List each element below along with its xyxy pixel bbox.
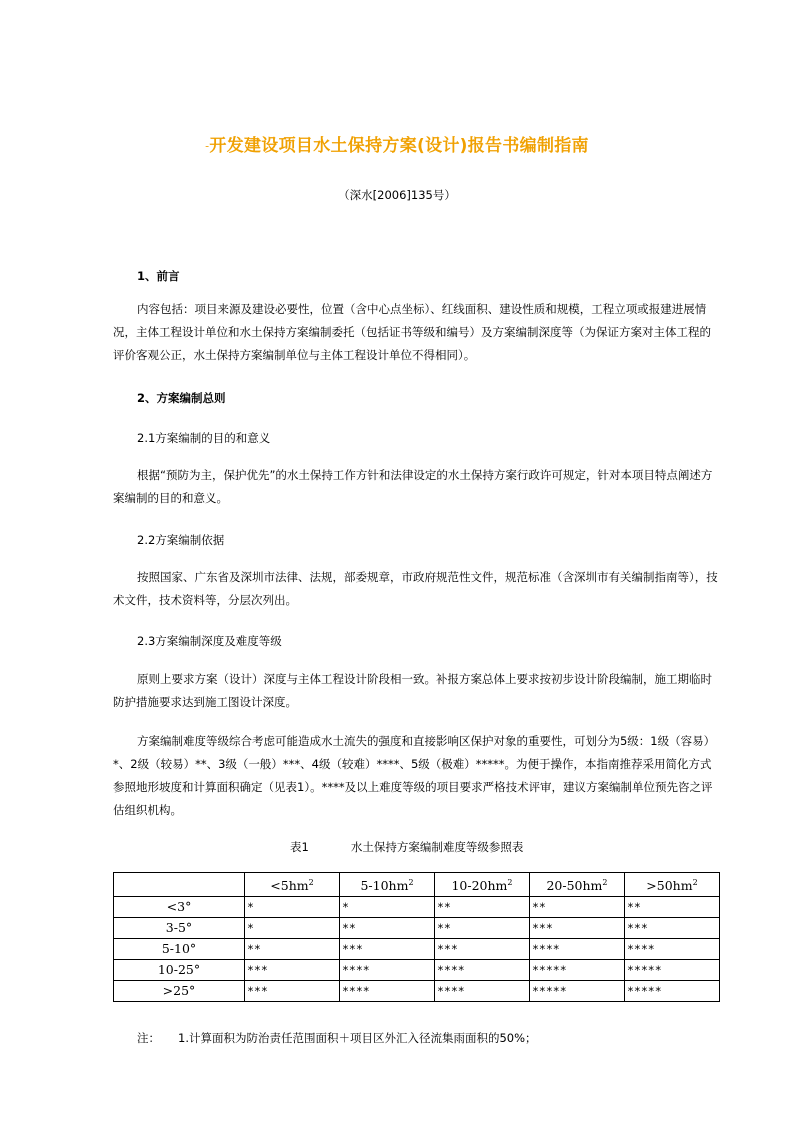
slope-label: 5-10° xyxy=(114,939,245,960)
table-note xyxy=(137,1030,537,1046)
table-cell: *** xyxy=(625,918,720,939)
document-subtitle: （深水[2006]135号） xyxy=(338,188,456,202)
table-cell: * xyxy=(340,897,435,918)
slope-label: 10-25° xyxy=(114,960,245,981)
table-cell: ***** xyxy=(625,960,720,981)
table-header-cell: $>50hm^2$ xyxy=(625,873,720,897)
section-2-3-paragraph-2: 方案编制难度等级综合考虑可能造成水土流失的强度和直接影响区保护对象的重要性，可划分为5级：1级（容易）*、2级（较易）**、3级（一般）***、4级（较难）****、5级（极难）*****。为便于操作，本指南推荐采用简化方式参照地形坡度和计算面积确定（见表1）。****及以上难度等级的项目要求严格技术评审，建议方案编制单位预先咨之评估组织机构。 xyxy=(113,734,716,817)
section-1-paragraph: 内容包括：项目来源及建设必要性，位置（含中心点坐标）、红线面积、建设性质和规模，工程立项或报建进展情况，主体工程设计单位和水土保持方案编制委托（包括证书等级和编号）及方案编制深度等（为保证方案对主体工程的评价客观公正，水土保持方案编制单位与主体工程设计单位不得相同）。 xyxy=(113,302,711,362)
document-title xyxy=(0,131,794,156)
table-header-cell: $20-50hm^2$ xyxy=(530,873,625,897)
table-cell: *** xyxy=(435,939,530,960)
table-row xyxy=(114,897,720,918)
table-cell: ***** xyxy=(530,981,625,1002)
slope-label: 3-5° xyxy=(114,918,245,939)
table-cell: * xyxy=(245,918,340,939)
table-cell: *** xyxy=(245,960,340,981)
table-header-cell: $<5hm^2$ xyxy=(245,873,340,897)
table-cell: *** xyxy=(530,918,625,939)
table-cell: ** xyxy=(435,918,530,939)
table-cell: **** xyxy=(435,960,530,981)
table-caption: 表1 水土保持方案编制难度等级参照表 xyxy=(290,840,524,854)
table-cell: **** xyxy=(340,960,435,981)
note-label: 注： xyxy=(137,1031,160,1045)
section-2-heading: 2、方案编制总则 xyxy=(137,391,226,405)
table-cell: **** xyxy=(530,939,625,960)
table-cell: ***** xyxy=(625,981,720,1002)
table-cell: ** xyxy=(530,897,625,918)
table-cell: *** xyxy=(245,981,340,1002)
table-cell: **** xyxy=(340,981,435,1002)
table-header-cell: $5-10hm^2$ xyxy=(340,873,435,897)
section-2-1-heading: 2.1方案编制的目的和意义 xyxy=(137,431,271,445)
title-prefix: - xyxy=(205,139,210,153)
table-cell: ** xyxy=(435,897,530,918)
difficulty-grade-table xyxy=(113,872,720,1002)
table-corner-cell xyxy=(114,873,245,897)
table-cell: ***** xyxy=(530,960,625,981)
table-row xyxy=(114,960,720,981)
table-cell: * xyxy=(245,897,340,918)
table-cell: **** xyxy=(625,939,720,960)
title-text: 开发建设项目水土保持方案(设计)报告书编制指南 xyxy=(209,136,589,156)
section-2-1-paragraph: 根据“预防为主，保护优先”的水土保持工作方针和法律设定的水土保持方案行政许可规定，针对本项目特点阐述方案编制的目的和意义。 xyxy=(113,468,713,505)
table-cell: **** xyxy=(435,981,530,1002)
section-2-3-heading: 2.3方案编制深度及难度等级 xyxy=(137,634,282,648)
section-2-3-paragraph-1: 原则上要求方案（设计）深度与主体工程设计阶段相一致。补报方案总体上要求按初步设计阶段编制，施工期临时防护措施要求达到施工图设计深度。 xyxy=(113,672,712,709)
table-row xyxy=(114,918,720,939)
slope-label: >25° xyxy=(114,981,245,1002)
section-2-2-paragraph: 按照国家、广东省及深圳市法律、法规，部委规章，市政府规范性文件，规范标准（含深圳市有关编制指南等），技术文件，技术资料等，分层次列出。 xyxy=(113,570,718,607)
table-header-row xyxy=(114,873,720,897)
section-1-heading: 1、前言 xyxy=(137,269,180,283)
slope-label: <3° xyxy=(114,897,245,918)
table-cell: ** xyxy=(245,939,340,960)
table-row xyxy=(114,981,720,1002)
table-cell: ** xyxy=(340,918,435,939)
table-row xyxy=(114,939,720,960)
table-cell: ** xyxy=(625,897,720,918)
table-cell: *** xyxy=(340,939,435,960)
note-text: 1.计算面积为防治责任范围面积＋项目区外汇入径流集雨面积的50%； xyxy=(178,1031,537,1045)
table-header-cell: $10-20hm^2$ xyxy=(435,873,530,897)
section-2-2-heading: 2.2方案编制依据 xyxy=(137,533,225,547)
